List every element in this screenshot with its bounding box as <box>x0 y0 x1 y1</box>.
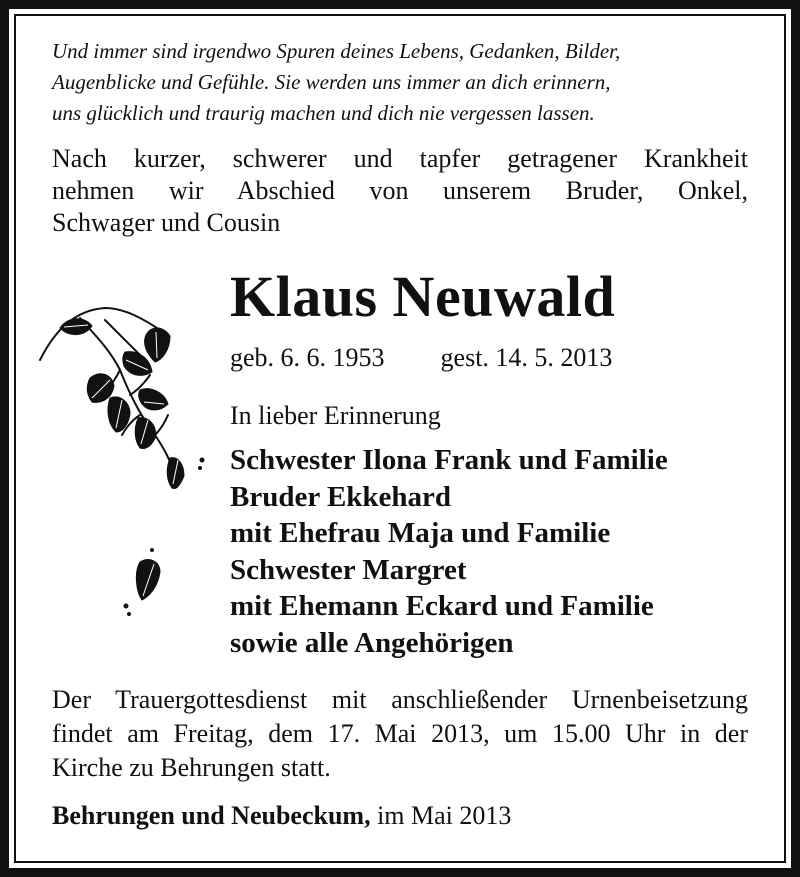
intro-line: Schwager und Cousin <box>52 208 281 237</box>
death-date: gest. 14. 5. 2013 <box>440 343 613 372</box>
deceased-name: Klaus Neuwald <box>230 264 616 329</box>
quote-line: Augenblicke und Gefühle. Sie werden uns immer an dich erinnern, <box>52 70 611 94</box>
mourners-list <box>230 442 668 661</box>
mourner-line: Schwester Margret <box>230 553 467 586</box>
mourner-line: sowie alle Angehörigen <box>230 626 514 659</box>
birth-date: geb. 6. 6. 1953 <box>230 343 385 372</box>
signoff <box>52 800 511 832</box>
quote-line: Und immer sind irgendwo Spuren deines Lebens, Gedanken, Bilder, <box>52 39 621 63</box>
service-line: Der Trauergottesdienst mit anschließender Urnenbeisetzung <box>52 685 748 714</box>
life-dates <box>230 342 612 374</box>
announcement-intro <box>52 143 748 239</box>
signoff-places: Behrungen und Neubeckum, <box>52 801 371 830</box>
quote-line: uns glücklich und traurig machen und dich nie vergessen lassen. <box>52 101 595 125</box>
service-announcement <box>52 683 748 785</box>
mourner-line: mit Ehefrau Maja und Familie <box>230 517 611 549</box>
mourner-line: Schwester Ilona Frank und Familie <box>230 444 668 476</box>
memory-line: In lieber Erinnerung <box>230 401 441 430</box>
intro-line: Nach kurzer, schwerer und tapfer getragener Krankheit <box>52 144 748 173</box>
service-line: Kirche zu Behrungen statt. <box>52 753 331 782</box>
service-line: findet am Freitag, dem 17. Mai 2013, um 15.00 Uhr in der <box>52 719 748 748</box>
memorial-quote <box>52 36 748 129</box>
signoff-date: im Mai 2013 <box>370 801 512 830</box>
mourner-line: Bruder Ekkehard <box>230 480 452 513</box>
mourner-line: mit Ehemann Eckard und Familie <box>230 590 654 622</box>
birch-branch-icon <box>30 300 220 630</box>
intro-line: nehmen wir Abschied von unserem Bruder, Onkel, <box>52 176 748 205</box>
